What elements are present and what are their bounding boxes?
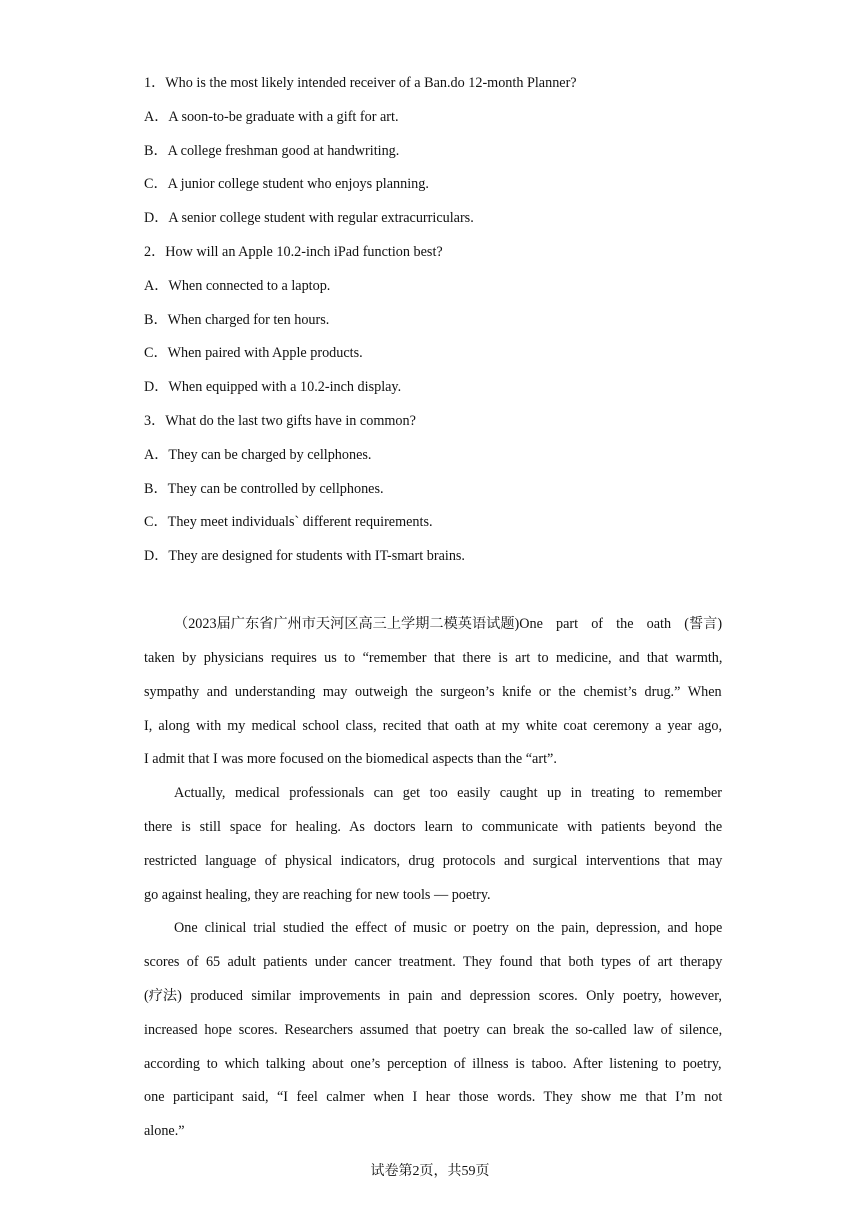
passage-line: increased hope scores. Researchers assumed that poetry can break the so-called law of silence, xyxy=(144,1022,723,1038)
passage-line: I admit that I was more focused on the biomedical aspects than the “art”. xyxy=(144,751,557,767)
passage-line: restricted language of physical indicators, drug protocols and surgical interventions that may xyxy=(144,853,723,869)
passage-line: One clinical trial studied the effect of music or poetry on the pain, depression, and hope xyxy=(174,920,723,936)
question-3-option-b: B．They can be controlled by cellphones. xyxy=(144,481,384,497)
question-1-option-c: C．A junior college student who enjoys planning. xyxy=(144,176,429,192)
question-3-stem: 3．What do the last two gifts have in common? xyxy=(144,413,416,429)
passage-line: Actually, medical professionals can get too easily caught up in treating to remember xyxy=(174,785,722,801)
passage-line: I, along with my medical school class, recited that oath at my white coat ceremony a year ago, xyxy=(144,718,722,734)
passage-line: alone.” xyxy=(144,1123,185,1139)
passage-line: (疗法) produced similar improvements in pain and depression scores. Only poetry, however, xyxy=(144,988,722,1004)
passage-line: according to which talking about one’s perception of illness is taboo. After listening to poetry, xyxy=(144,1056,722,1072)
question-2-option-c: C．When paired with Apple products. xyxy=(144,345,363,361)
question-2-option-b: B．When charged for ten hours. xyxy=(144,312,330,328)
passage-line: go against healing, they are reaching for new tools — poetry. xyxy=(144,887,491,903)
passage-line: （2023届广东省广州市天河区高三上学期二模英语试题)One part of the oath (誓言) xyxy=(174,616,723,632)
question-1-option-a: A．A soon-to-be graduate with a gift for art. xyxy=(144,109,399,125)
question-1-stem: 1．Who is the most likely intended receiver of a Ban.do 12-month Planner? xyxy=(144,75,577,91)
passage-line: one participant said, “I feel calmer when I hear those words. They show me that I’m not xyxy=(144,1089,723,1105)
page-footer: 试卷第2页，共59页 xyxy=(370,1164,490,1179)
passage-line: taken by physicians requires us to “remember that there is art to medicine, and that warmth, xyxy=(144,650,723,666)
question-1-option-d: D．A senior college student with regular extracurriculars. xyxy=(144,210,474,226)
question-3-option-d: D．They are designed for students with IT-smart brains. xyxy=(144,548,465,564)
question-2-option-a: A．When connected to a laptop. xyxy=(144,278,331,294)
question-2-option-d: D．When equipped with a 10.2-inch display. xyxy=(144,379,402,395)
question-1-option-b: B．A college freshman good at handwriting. xyxy=(144,143,400,159)
question-3-option-c: C．They meet individuals` different requirements. xyxy=(144,514,433,530)
passage-line: scores of 65 adult patients under cancer treatment. They found that both types of art therapy xyxy=(144,954,723,970)
passage-line: there is still space for healing. As doctors learn to communicate with patients beyond the xyxy=(144,819,723,835)
passage-line: sympathy and understanding may outweigh the surgeon’s knife or the chemist’s drug.” When xyxy=(144,684,722,700)
question-2-stem: 2．How will an Apple 10.2-inch iPad function best? xyxy=(144,244,443,260)
question-3-option-a: A．They can be charged by cellphones. xyxy=(144,447,372,463)
